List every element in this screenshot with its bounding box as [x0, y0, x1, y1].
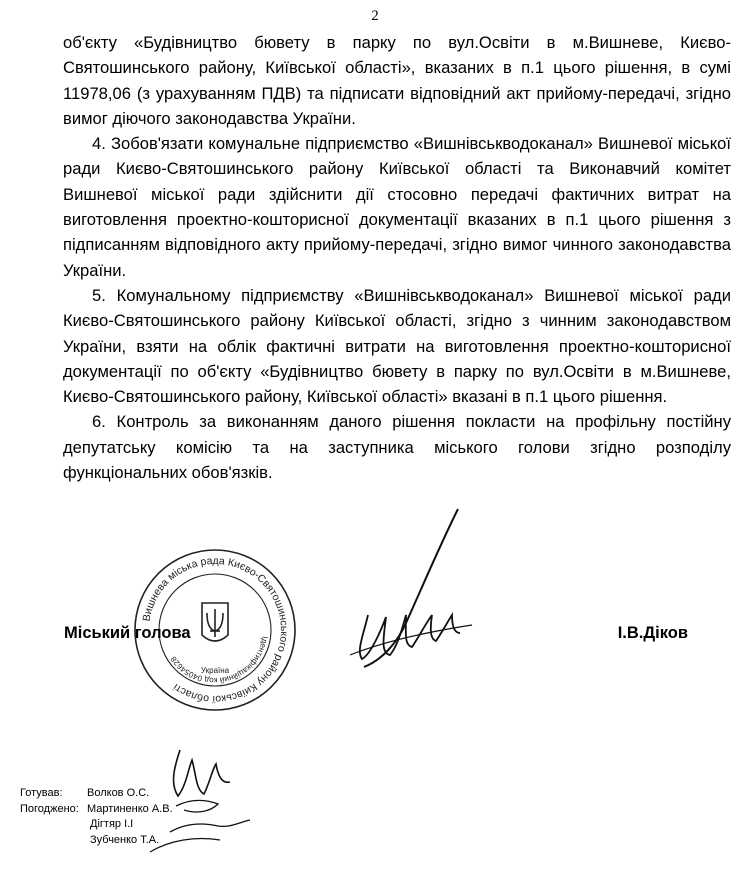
- agreed-name-2: Дігтяр І.І: [90, 818, 134, 830]
- agreed-name-1: Мартиненко А.В.: [87, 802, 173, 815]
- agreed-label: Погоджено:: [20, 802, 79, 815]
- seal-country: Україна: [200, 666, 230, 675]
- prepared-name: Волков О.С.: [87, 787, 150, 799]
- page-number: 2: [371, 8, 379, 24]
- mayor-handwritten-signature: [340, 505, 480, 685]
- paragraph-item-5: 5. Комунальному підприємству «Вишнівськводоканал» Вишневої міської ради Києво-Святошинського району Київської області, згідно з чинним законодавством України, взяти на облік фактичні витрати на виготовлення проектно-кошторисної документації по об'єкту «Будівництво бювету в парку по вул.Освіти в м.Вишневе, Києво-Святошинського району, Київської області» вказані в п.1 цього рішення.: [63, 285, 731, 407]
- signatory-name: І.В.Діков: [617, 624, 688, 642]
- signatory-role: Міський голова: [64, 624, 191, 642]
- seal-ring-text: Вишнева міська рада Києво-Святошинського району Київської області: [140, 554, 291, 706]
- paragraph-item-6: 6. Контроль за виконанням даного рішення покласти на профільну постійну депутатську комісію та на заступника міського голови згідно розподілу функціональних обов'язків.: [63, 412, 731, 483]
- trident-emblem-icon: [202, 603, 228, 641]
- paragraph-continuation: об'єкту «Будівництво бювету в парку по вул.Освіти в м.Вишневе, Києво-Святошинського району, Київської області», вказаних в п.1 цього рішення, в сумі 11978,06 (з урахуванням ПДВ) та підписати відповідний акт прийому-передачі, згідно вимог діючого законодавства України.: [63, 33, 731, 128]
- document-body: [63, 30, 731, 485]
- seal-id-text: Ідентифікаційний код 04054628: [168, 635, 270, 686]
- prepared-label: Готував:: [20, 787, 63, 799]
- agreed-name-3: Зубченко Т.А.: [90, 833, 160, 846]
- paragraph-item-4: 4. Зобов'язати комунальне підприємство «Вишнівськводоканал» Вишневої міської ради Києво-Святошинського району Київської області та Виконавчий комітет Вишневої міської ради здійснити дії стосовно передачі фактичних витрат на виготовлення проектно-кошторисної документації вказаних в п.1 цього рішення з підписанням відповідного акту прийому-передачі, згідно вимог чинного законодавства України.: [63, 134, 731, 280]
